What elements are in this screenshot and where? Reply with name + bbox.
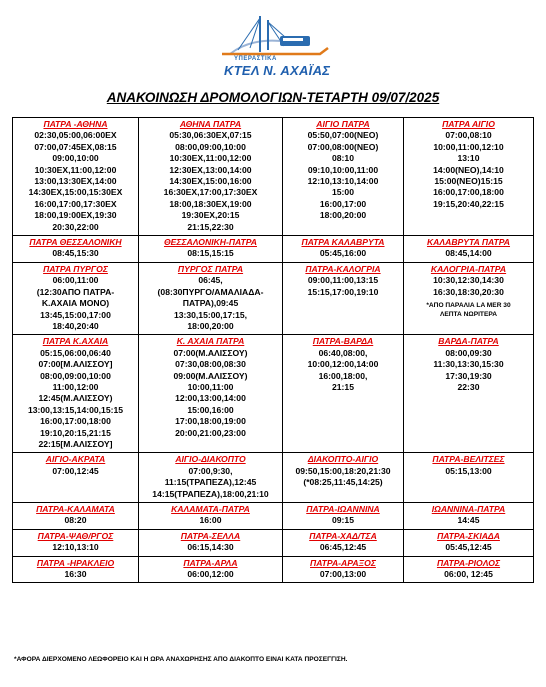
route-times: 07:00,13:00: [319, 569, 367, 580]
route-times: 06:15,14:30: [187, 542, 234, 553]
route-times: 09:50,15:00,18:20,21:30 (*08:25,11:45,14:25): [295, 465, 391, 488]
route-times: 05:45,16:00: [319, 248, 367, 259]
route-cell: [13, 529, 139, 556]
route-name: ΠΑΤΡΑ ΚΑΛΑΒΡΥΤΑ: [301, 237, 385, 248]
route-cell: [139, 503, 283, 530]
route-times: 08:45,14:00: [445, 248, 492, 259]
table-row: [13, 453, 534, 503]
route-cell: [404, 503, 534, 530]
route-cell: [13, 236, 139, 263]
route-cell: [283, 529, 404, 556]
route-cell: [139, 529, 283, 556]
page-title: ΑΝΑΚΟΙΝΩΣΗ ΔΡΟΜΟΛΟΓΙΩΝ-ΤΕΤΑΡΤΗ 09/07/2025: [106, 90, 440, 105]
route-name: ΠΑΤΡΑ-ΒΑΡΔΑ: [312, 336, 374, 347]
route-times: 10:30,12:30,14:30 16:30,18:30,20:30: [433, 275, 504, 297]
table-row: [13, 335, 534, 453]
bridge-bus-logo-icon: [200, 14, 350, 62]
route-times: 06:00,12:00: [187, 569, 234, 580]
route-cell: [13, 503, 139, 530]
route-name: ΚΑΛΑΒΡΥΤΑ ΠΑΤΡΑ: [426, 237, 511, 248]
route-note: *ΑΠΟ ΠΑΡΑΛΙΑ LA MER 30 ΛΕΠΤΑ ΝΩΡΙΤΕΡΑ: [426, 302, 511, 319]
route-name: ΑΙΓΙΟ-ΔΙΑΚΟΠΤΟ: [175, 454, 246, 465]
route-name: ΑΙΓΙΟ-ΑΚΡΑΤΑ: [45, 454, 106, 465]
route-cell: [13, 335, 139, 453]
route-times: 16:30: [64, 569, 87, 580]
route-times: 07:00,9:30, 11:15(ΤΡΑΠΕΖΑ),12:45 14:15(ΤΡΑΠΕΖΑ),18:00,21:10: [152, 465, 269, 499]
route-times: 06:45,12:45: [319, 542, 367, 553]
route-name: ΠΑΤΡΑ ΠΥΡΓΟΣ: [43, 263, 108, 274]
route-cell: [139, 118, 283, 236]
route-cell: [283, 335, 404, 453]
route-cell: [283, 262, 404, 334]
route-cell: [13, 118, 139, 236]
route-name: ΠΑΤΡΑ-ΧΑΔ/ΤΣΑ: [309, 530, 377, 541]
route-cell: [283, 236, 404, 263]
route-times: 08:20: [64, 515, 87, 526]
table-row: [13, 118, 534, 236]
route-cell: [283, 556, 404, 583]
route-times: 02:30,05:00,06:00ΕΧ 07:00,07:45ΕΧ,08:15 09:00,10:00 10:30ΕΧ,11:00,12:00 13:00,13:30ΕΧ,14:00 14:30ΕΧ,15:00,15:30ΕΧ 16:00,17:00,17:30ΕΧ 18:00,19:00ΕΧ,19:30 20:30,22:00: [28, 130, 123, 232]
route-name: ΠΑΤΡΑ-ΚΑΛΑΜΑΤΑ: [36, 504, 115, 514]
route-cell: [139, 453, 283, 503]
table-row: [13, 529, 534, 556]
route-name: ΑΘΗΝΑ ΠΑΤΡΑ: [179, 119, 242, 129]
route-name: ΠΑΤΡΑ-ΙΩΑΝΝΙΝΑ: [306, 504, 380, 514]
route-cell: [404, 335, 534, 453]
route-times: 05:45,12:45: [445, 542, 492, 553]
route-cell: [404, 118, 534, 236]
route-name: ΒΑΡΔΑ-ΠΑΤΡΑ: [438, 336, 499, 347]
route-times: 06:00,11:00 (12:30ΑΠΟ ΠΑΤΡΑ- Κ.ΑΧΑΙΑ ΜΟΝΟ) 13:45,15:00,17:00 18:40,20:40: [36, 275, 115, 331]
route-times: 06:45, (08:30ΠΥΡΓΟ/ΑΜΑΛΙΑΔΑ- ΠΑΤΡΑ),09:45 13:30,15:00,17:15, 18:00,20:00: [157, 275, 264, 331]
route-cell: [404, 236, 534, 263]
route-name: ΑΙΓΙΟ ΠΑΤΡΑ: [316, 119, 370, 129]
route-name: ΠΑΤΡΑ-ΣΕΛΛΑ: [180, 530, 241, 541]
route-times: 07:00,08:10 10:00,11:00,12:10 13:10 14:00(ΝΕΟ),14:10 15:00(ΝΕΟ)15:15 16:00,17:00,18:00 19:15,20:40,22:15: [433, 130, 504, 209]
table-row: [13, 503, 534, 530]
route-times: 05:50,07:00(ΝΕΟ) 07:00,08:00(ΝΕΟ) 08:10 09:10,10:00,11:00 12:10,13:10,14:00 15:00 16:00,17:00 18:00,20:00: [307, 130, 379, 221]
route-name: ΘΕΣΣΑΛΟΝΙΚΗ-ΠΑΤΡΑ: [163, 237, 257, 248]
route-name: ΠΑΤΡΑ -ΑΘΗΝΑ: [43, 119, 108, 129]
route-name: ΙΩΑΝΝΙΝΑ-ΠΑΤΡΑ: [431, 504, 506, 514]
route-cell: [13, 453, 139, 503]
footnote: *ΑΦΟΡΑ ΔΙΕΡΧΟΜΕΝΟ ΛΕΩΦΟΡΕΙΟ ΚΑΙ Η ΩΡΑ ΑΝΑΧΩΡΗΣΗΣ ΑΠΟ ΔΙΑΚΟΠΤΟ ΕΙΝΑΙ ΚΑΤΑ ΠΡΟΣΕΓΓΙΣΗ.: [14, 656, 348, 663]
route-cell: [139, 262, 283, 334]
table-row: [13, 236, 534, 263]
route-name: ΠΑΤΡΑ ΑΙΓΙΟ: [442, 119, 495, 129]
route-times: 06:40,08:00, 10:00,12:00,14:00 16:00,18:00, 21:15: [307, 347, 379, 392]
route-name: ΚΑΛΟΓΡΙΑ-ΠΑΤΡΑ: [430, 263, 507, 274]
route-times: 16:00: [199, 515, 222, 526]
route-name: ΔΙΑΚΟΠΤΟ-ΑΙΓΙΟ: [307, 454, 379, 465]
route-cell: [13, 556, 139, 583]
route-cell: [283, 503, 404, 530]
route-times: 06:00, 12:45: [444, 569, 493, 580]
table-row: [13, 262, 534, 334]
route-name: ΠΑΤΡΑ-ΒΕΛΙΤΣΕΣ: [432, 454, 505, 465]
route-name: Κ. ΑΧΑΙΑ ΠΑΤΡΑ: [176, 336, 245, 347]
route-name: ΠΥΡΓΟΣ ΠΑΤΡΑ: [177, 263, 244, 274]
route-times: 12:10,13:10: [52, 542, 99, 553]
route-cell: [283, 118, 404, 236]
route-cell: [139, 335, 283, 453]
route-name: ΠΑΤΡΑ-ΡΙΟΛΟΣ: [436, 557, 501, 568]
route-name: ΠΑΤΡΑ-ΑΡΑΞΟΣ: [310, 557, 376, 568]
route-name: ΠΑΤΡΑ -ΗΡΑΚΛΕΙΟ: [36, 557, 115, 568]
route-times: 09:15: [332, 515, 354, 526]
route-times: 07:00,12:45: [52, 465, 99, 476]
route-cell: [404, 262, 534, 334]
route-name: ΠΑΤΡΑ Κ.ΑΧΑΙΑ: [42, 336, 109, 347]
route-times: 05:15,13:00: [445, 465, 492, 476]
logo-text: ΚΤΕΛ Ν. ΑΧΑΪΑΣ: [224, 63, 331, 78]
route-name: ΠΑΤΡΑ-ΑΡΛΑ: [183, 557, 238, 568]
logo-subtitle: ΥΠΕΡΑΣΤΙΚΑ: [234, 56, 277, 62]
route-cell: [404, 556, 534, 583]
route-cell: [404, 453, 534, 503]
table-row: [13, 556, 534, 583]
route-name: ΠΑΤΡΑ-ΨΑΘ/ΡΓΟΣ: [37, 530, 114, 541]
route-name: ΠΑΤΡΑ-ΣΚΙΑΔΑ: [437, 530, 500, 541]
route-name: ΚΑΛΑΜΑΤΑ-ΠΑΤΡΑ: [171, 504, 250, 514]
route-times: 07:00(Μ.ΑΛΙΣΣΟΥ) 07:30,08:00,08:30 09:00(Μ.ΑΛΙΣΣΟΥ) 10:00,11:00 12:00,13:00,14:00 15:00,16:00 17:00,18:00,19:00 20:00,21:00,23:00: [173, 347, 248, 438]
route-cell: [283, 453, 404, 503]
route-cell: [139, 556, 283, 583]
route-cell: [13, 262, 139, 334]
route-times: 05:15,06:00,06:40 07:00[Μ.ΑΛΙΣΣΟΥ] 08:00,09:00,10:00 11:00,12:00 12:45(Μ.ΑΛΙΣΣΟΥ) 13:00,13:15,14:00,15:15 16:00,17:00,18:00 19:10,20:15,21:15 22:15[Μ.ΑΛΙΣΣΟΥ]: [27, 347, 124, 449]
route-times: 14:45: [457, 515, 480, 526]
route-cell: [404, 529, 534, 556]
route-cell: [139, 236, 283, 263]
ktel-logo: [200, 14, 350, 78]
route-times: 08:15,15:15: [187, 248, 234, 259]
schedule-table: [12, 117, 534, 583]
route-times: 05:30,06:30ΕΧ,07:15 08:00,09:00,10:00 10:30ΕΧ,11:00,12:00 12:30ΕΧ,13:00,14:00 14:30ΕΧ,15:00,16:00 16:30ΕΧ,17:00,17:30ΕΧ 18:00,18:30ΕΧ,19:00 19:30ΕΧ,20:15 21:15,22:30: [163, 130, 258, 232]
route-times: 08:00,09:30 11:30,13:30,15:30 17:30,19:30 22:30: [433, 347, 504, 392]
route-times: 08:45,15:30: [52, 248, 99, 259]
route-name: ΠΑΤΡΑ-ΚΑΛΟΓΡΙΑ: [305, 263, 381, 274]
route-times: 09:00,11:00,13:15 15:15,17:00,19:10: [307, 275, 379, 297]
route-name: ΠΑΤΡΑ ΘΕΣΣΑΛΟΝΙΚΗ: [29, 237, 122, 248]
